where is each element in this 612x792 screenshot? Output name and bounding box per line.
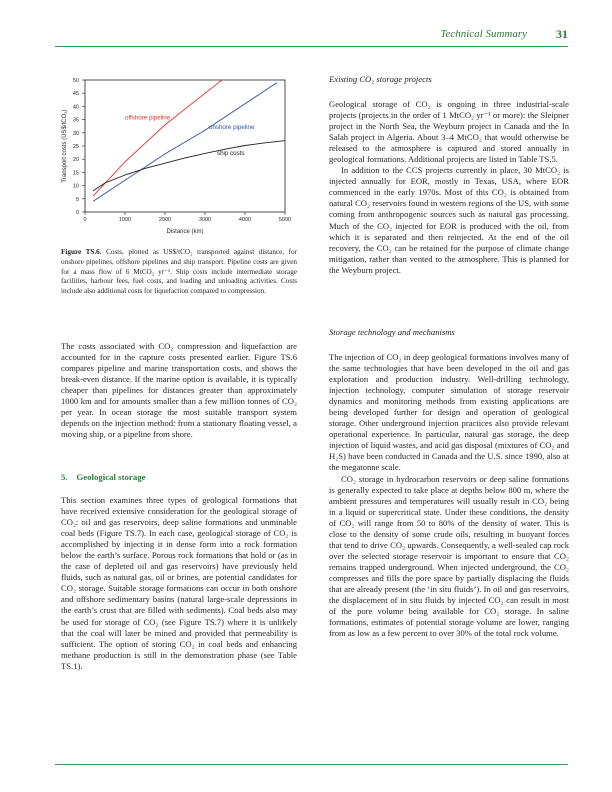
chart-svg bbox=[55, 72, 305, 242]
y-tick-label: 35 bbox=[72, 117, 79, 124]
right-column bbox=[329, 74, 569, 85]
sub-heading: Existing CO₂ storage projects bbox=[329, 74, 432, 84]
y-tick-label: 45 bbox=[72, 91, 79, 98]
right-column-block2 bbox=[329, 352, 569, 639]
x-tick-label: 3000 bbox=[198, 217, 212, 223]
left-column-lower bbox=[61, 495, 297, 672]
plot-frame bbox=[85, 80, 285, 212]
y-tick-label: 40 bbox=[72, 104, 79, 111]
y-axis-label: Transport costs (US$/tCO₂) bbox=[62, 109, 68, 183]
y-tick-label: 15 bbox=[72, 170, 79, 177]
header-rule bbox=[55, 46, 568, 47]
x-tick-label: 1000 bbox=[118, 217, 132, 223]
paragraph: The injection of CO₂ in deep geological formations involves many of the same technologies that have been developed in the oil and gas exploration and production industry. Well-drilling technology, injection technology, computer simulation of storage reservoir dynamics and monitoring methods from existing applications are being developed further for design and operation of geological storage. Other underground injection practices also provide relevant operational experience. In particular, natural gas storage, the deep injection of liquid wastes, and acid gas disposal (mixtures of CO₂ and H₂S) have been conducted in Canada and the U.S. since 1990, also at the megatonne scale. bbox=[329, 352, 569, 473]
x-tick-label: 0 bbox=[83, 217, 87, 223]
y-tick-label: 50 bbox=[72, 78, 79, 84]
x-tick-label: 5000 bbox=[278, 217, 292, 223]
paragraph: CO₂ storage in hydrocarbon reservoirs or deep saline formations is generally expected to take place at depths below 800 m, where the ambient pressures and temperatures will usually result in CO₂ being in a liquid or supercritical state. Under these conditions, the density of CO₂ will range from 50 to 80% of the density of water. This is close to the density of some crude oils, resulting in buoyant forces that tend to drive CO₂ upwards. Consequently, a well-sealed cap rock over the selected storage reservoir is important to ensure that CO₂ remains trapped underground. When injected underground, the CO₂ compresses and fills the pore space by partially displacing the fluids that are already present (the ‘in situ fluids’). In oil and gas reservoirs, the displacement of in situ fluids by injected CO₂ can result in most of the pore volume being available for CO₂ storage. In saline formations, estimates of potential storage volume are lower, ranging from as low as a few percent to over 30% of the total rock volume. bbox=[329, 473, 569, 639]
x-axis-label: Distance (km) bbox=[166, 229, 204, 235]
page-number: 31 bbox=[556, 27, 568, 41]
transport-cost-chart bbox=[55, 72, 305, 242]
series-annotation: ship costs bbox=[217, 150, 245, 158]
y-tick-label: 20 bbox=[72, 157, 79, 164]
paragraph: The costs associated with CO₂ compression and liquefaction are accounted for in the capture costs presented earlier. Figure TS.6 compares pipeline and marine transportation costs, and shows the break-even distance. If the marine option is available, it is typically cheaper than pipelines for distances greater than approximately 1000 km and for amounts smaller than a few million tonnes of CO₂ per year. In ocean storage the most suitable transport system depends on the injection method: from a stationary floating vessel, a moving ship, or a pipeline from shore. bbox=[61, 341, 297, 440]
left-column bbox=[61, 341, 297, 440]
figure-caption bbox=[61, 248, 297, 297]
paragraph: This section examines three types of geological formations that have received extensive consideration for the geological storage of CO₂: oil and gas reservoirs, deep saline formations and unminable coal beds (Figure TS.7). In each case, geological storage of CO₂ is accomplished by injecting it in dense form into a rock formation below the earth’s surface. Porous rock formations that hold or (as in the case of depleted oil and gas reservoirs) have previously held fluids, such as natural gas, oil or brines, are potential candidates for CO₂ storage. Suitable storage formations can occur in both onshore and offshore sedimentary basins (natural large-scale depressions in the earth’s crust that are filled with sediments). Coal beds also may be used for storage of CO₂ (see Figure TS.7) where it is unlikely that the coal will later be mined and provided that permeability is sufficient. The option of storing CO₂ in coal beds and enhancing methane production is still in the demonstration phase (see Table TS.1). bbox=[61, 495, 297, 671]
x-tick-label: 2000 bbox=[158, 217, 172, 223]
x-tick-label: 4000 bbox=[238, 217, 252, 223]
section-heading: 5. Geological storage bbox=[61, 472, 146, 482]
y-tick-label: 10 bbox=[72, 183, 79, 190]
y-tick-label: 25 bbox=[72, 144, 79, 150]
sub-heading: Storage technology and mechanisms bbox=[329, 327, 455, 337]
right-column-block1 bbox=[329, 99, 569, 276]
paragraph: Geological storage of CO₂ is ongoing in three industrial-scale projects (projects in the order of 1 MtCO₂ yr⁻¹ or more): the Sleipner project in the North Sea, the Weyburn project in Canada and the In Salah project in Algeria. About 3–4 MtCO₂ that would otherwise be released to the atmosphere is captured and stored annually in geological formations. Additional projects are listed in Table TS.5. bbox=[329, 99, 569, 165]
running-title: Technical Summary bbox=[440, 28, 527, 40]
y-tick-label: 30 bbox=[72, 130, 79, 137]
series-line bbox=[93, 75, 229, 197]
right-column-heading2 bbox=[329, 327, 569, 338]
series-annotation: offshore pipeline bbox=[125, 114, 171, 122]
caption-text: Costs, plotted as US$/tCO₂ transported against distance, for onshore pipelines, offshore pipelines and ship transport. Pipeline costs are given for a mass flow of 6 MtCO₂ yr⁻¹. Ship costs include intermediate storage facilities, harbour fees, fuel costs, and loading and unloading activities. Costs include also additional costs for liquefaction compared to compression. bbox=[61, 248, 297, 296]
series-annotation: onshore pipeline bbox=[209, 123, 255, 131]
caption-label: Figure TS.6. bbox=[61, 248, 102, 256]
y-tick-label: 0 bbox=[75, 210, 79, 216]
footer-rule bbox=[55, 764, 568, 765]
paragraph: In addition to the CCS projects currently in place, 30 MtCO₂ is injected annually for EOR, mostly in Texas, USA, where EOR commenced in the early 1970s. Most of this CO₂ is obtained from natural CO₂ reservoirs found in western regions of the US, with some coming from anthropogenic sources such as natural gas processing. Much of the CO₂ injected for EOR is produced with the oil, from which it is separated and then reinjected. At the end of the oil recovery, the CO₂ can be retained for the purpose of climate change mitigation, rather than vented to the atmosphere. This is planned for the Weyburn project. bbox=[329, 165, 569, 275]
y-tick-label: 5 bbox=[75, 196, 79, 203]
series-line bbox=[93, 83, 277, 202]
